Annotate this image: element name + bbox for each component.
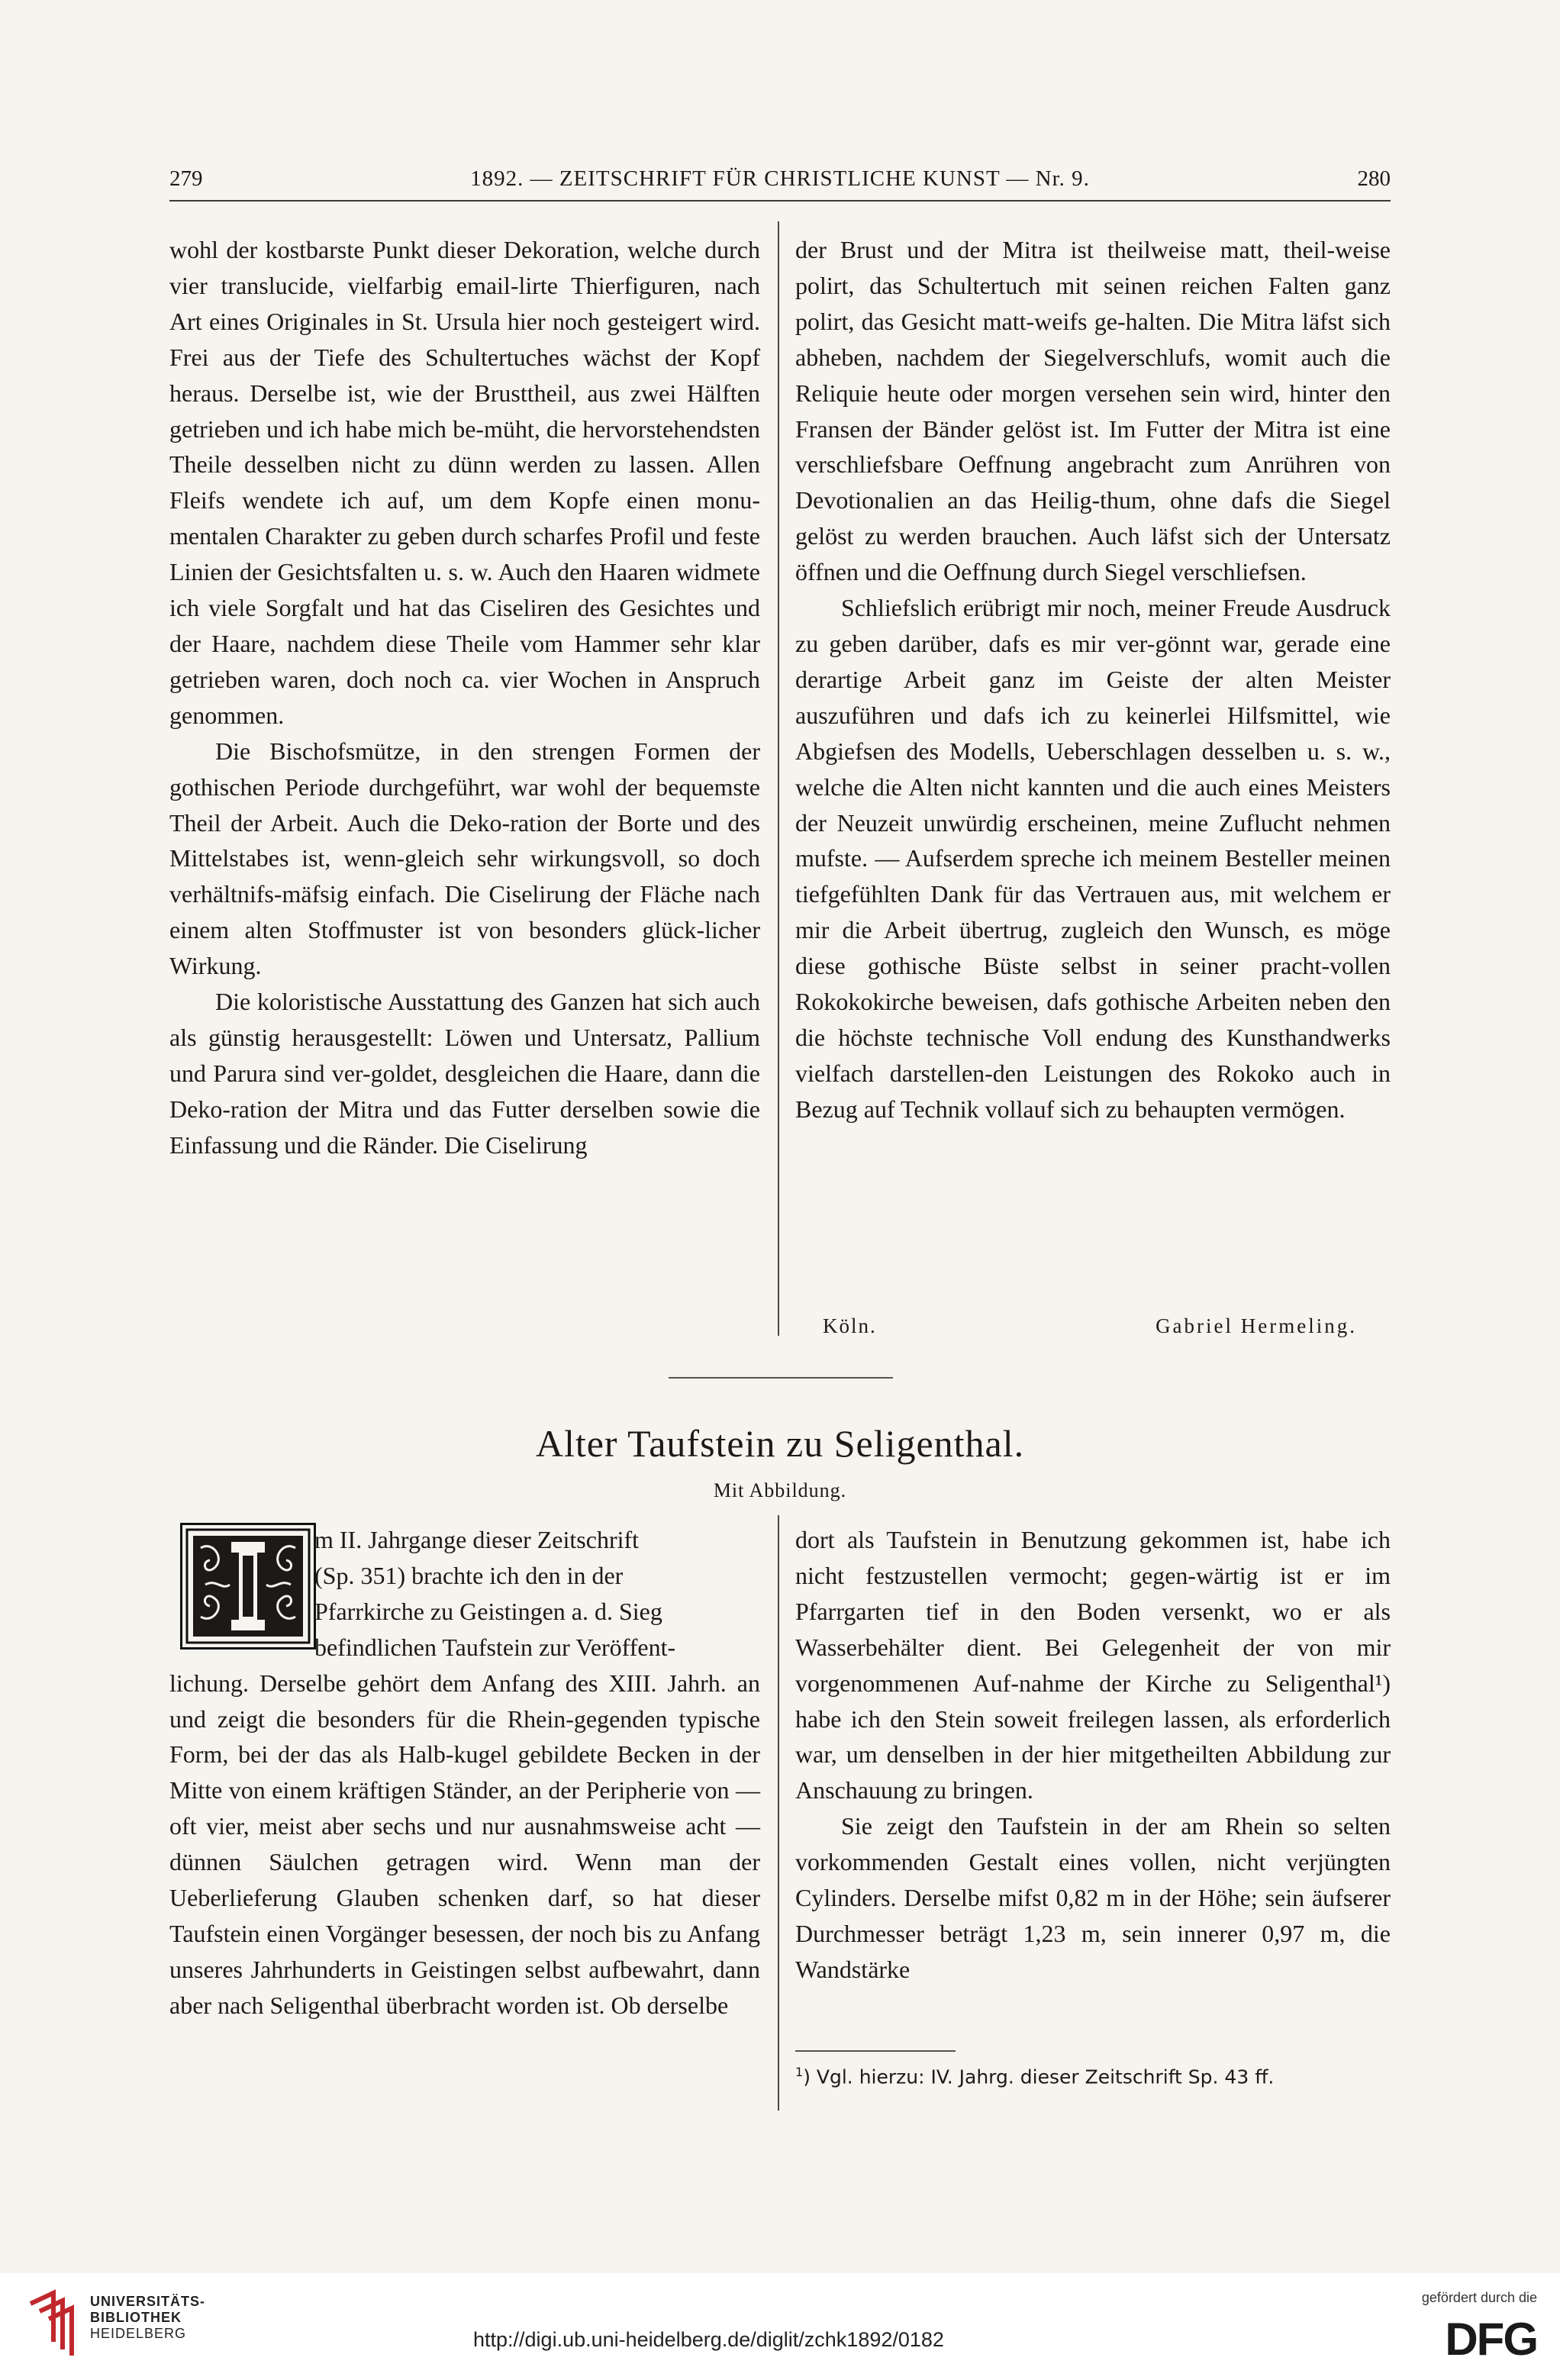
signature-city: Köln. [823,1314,877,1337]
paragraph: der Brust und der Mitra ist theilweise matt, theil-weise polirt, das Schultertuch mit seinen reichen Falten ganz polirt, das Gesicht matt-weifs ge-halten. Die Mitra läfst sich abheben, nachdem der Siegelverschlufs, womit auch die Reliquie heute oder morgen versehen sein wird, hinter den Fransen der Bänder gelöst ist. Im Futter der Mitra ist eine verschliefsbare Oeffnung angebracht zum Anrühren von Devotionalien an das Heilig-thum, ohne dafs die Siegel gelöst zu werden brauchen. Auch läfst sich der Untersatz öffnen und die Oeffnung durch Siegel verschliefsen. [795,236,1391,586]
right-column-top [795,232,1391,1127]
page-number-right: 280 [1357,166,1391,191]
paragraph: wohl der kostbarste Punkt dieser Dekoration, welche durch vier translucide, vielfarbig email-lirte Thierfiguren, nach Art eines Originales in St. Ursula hier noch gesteigert wird. Frei aus der Tiefe des Schultertuches wächst der Kopf heraus. Derselbe ist, wie der Brusttheil, aus zwei Hälften getrieben und ich habe mich be-müht, die hervorstehendsten Theile desselben nicht zu dünn werden zu lassen. Allen Fleifs wendete ich auf, um dem Kopfe einen monu-mentalen Charakter zu geben durch scharfes Profil und feste Linien der Gesichtsfalten u. s. w. Auch den Haaren widmete ich viele Sorgfalt und hat das Ciseliren des Gesichtes und der Haare, nachdem diese Theile vom Hammer sehr klar getrieben waren, doch noch ca. vier Wochen in Anspruch genommen. [169,236,760,729]
permalink[interactable]: http://digi.ub.uni-heidelberg.de/diglit/zchk1892/0182 [473,2328,944,2351]
text-line: Pfarrkirche zu Geistingen a. d. Sieg [314,1597,662,1625]
library-line: HEIDELBERG [90,2326,187,2341]
header-rule [169,200,1391,202]
column-divider [778,221,779,1336]
right-column-bottom [795,1522,1391,1988]
library-line: UNIVERSITÄTS- [90,2294,206,2309]
page-number-left: 279 [169,166,203,191]
paragraph: Die Bischofsmütze, in den strengen Formen der gothischen Periode durchgeführt, war wohl der bequemste Theil der Arbeit. Auch die Deko-ration der Borte und des Mittelstabes ist, wenn-gleich sehr wirkungsvoll, so doch verhältnifs-mäfsig einfach. Die Ciselirung der Fläche nach einem alten Stoffmuster ist von besonders glück-licher Wirkung. [169,737,760,980]
paragraph: dort als Taufstein in Benutzung gekommen ist, habe ich nicht festzustellen vermocht; gegen-wärtig ist er im Pfarrgarten tief in den Boden versenkt, wo er als Wasserbehälter dient. Bei Gelegenheit der von mir vorgenommenen Auf-nahme der Kirche zu Seligenthal¹) habe ich den Stein soweit freilegen lassen, als erforderlich war, um denselben in der hier mitgetheilten Abbildung zur Anschauung zu bringen. [795,1526,1391,1804]
running-header [169,157,1391,195]
library-logo-icon [23,2288,76,2357]
initial-wrapped-lines [314,1522,760,1666]
signature-author: Gabriel Hermeling. [1155,1314,1357,1337]
footnote-rule [795,2050,956,2052]
library-name [90,2294,205,2342]
funding-note: gefördert durch die [1421,2290,1537,2305]
paragraph: lichung. Derselbe gehört dem Anfang des XIII. Jahrh. an und zeigt die besonders für die Rhein-gegenden typische Form, bei der das als Halb-kugel gebildete Becken in der Mitte von einem kräftigen Ständer, an der Peripherie von — oft vier, meist aber sechs und nur ausnahmsweise acht — dünnen Säulchen getragen wird. Wenn man der Ueberlieferung Glauben schenken darf, so hat dieser Taufstein einen Vorgänger besessen, der noch bis zu Anfang unseres Jahrhunderts in Geistingen selbst aufbewahrt, dann aber nach Seligenthal überbracht worden ist. Ob derselbe [169,1669,760,2019]
text-line: m II. Jahrgange dieser Zeitschrift [314,1526,640,1553]
paragraph: Schliefslich erübrigt mir noch, meiner Freude Ausdruck zu geben darüber, dafs es mir ver-gönnt war, gerade eine derartige Arbeit ganz im Geiste der alten Meister auszuführen und dafs ich zu keinerlei Hilfsmittel, wie Abgiefsen des Modells, Ueberschlagen desselben u. s. w., welche die Alten nicht kannten und die auch eines Meisters der Neuzeit unwürdig erscheinen, meine Zuflucht nehmen mufste. — Aufserdem spreche ich meinem Besteller meinen tiefgefühlten Dank für das Vertrauen aus, mit welchem er mir die Arbeit übertrug, zugleich den Wunsch, es möge diese gothische Büste selbst in seiner pracht-vollen Rokokokirche beweisen, dafs gothische Arbeiten neben den die höchste technische Voll endung des Kunsthandwerks vielfach darstellen-den Leistungen des Rokoko auch in Bezug auf Technik vollauf sich zu behaupten vermögen. [795,594,1391,1123]
left-column-top [169,232,760,1163]
column-divider [778,1515,779,2111]
article-title: Alter Taufstein zu Seligenthal. [535,1422,1025,1465]
footnote-text: ) Vgl. hierzu: IV. Jahrg. dieser Zeitschrift Sp. 43 ff. [803,2066,1275,2088]
library-line: BIBLIOTHEK [90,2310,182,2325]
paragraph: Die koloristische Ausstattung des Ganzen hat sich auch als günstig herausgestellt: Löwen und Untersatz, Pallium und Parura sind ver-goldet, desgleichen die Haare, dann die Deko-ration der Mitra und das Futter derselben sowie die Einfassung und die Ränder. Die Ciselirung [169,988,760,1159]
article-subtitle: Mit Abbildung. [713,1479,847,1501]
left-column-bottom [169,1522,760,2024]
digitization-footer [0,2273,1560,2380]
paragraph: Sie zeigt den Taufstein in der am Rhein so selten vorkommenden Gestalt eines vollen, nicht verjüngten Cylinders. Derselbe mifst 0,82 m in der Höhe; sein äufserer Durchmesser beträgt 1,23 m, sein innerer 0,97 m, die Wandstärke [795,1812,1391,1983]
journal-title: 1892. — ZEITSCHRIFT FÜR CHRISTLICHE KUNST — Nr. 9. [470,166,1090,191]
text-line: befindlichen Taufstein zur Veröffent- [314,1633,676,1661]
text-line: (Sp. 351) brachte ich den in der [314,1561,624,1589]
footnote [795,2057,1391,2092]
dfg-logo: DFG [1445,2314,1537,2365]
footnote-marker: 1 [795,2065,804,2079]
section-separator [669,1377,893,1379]
